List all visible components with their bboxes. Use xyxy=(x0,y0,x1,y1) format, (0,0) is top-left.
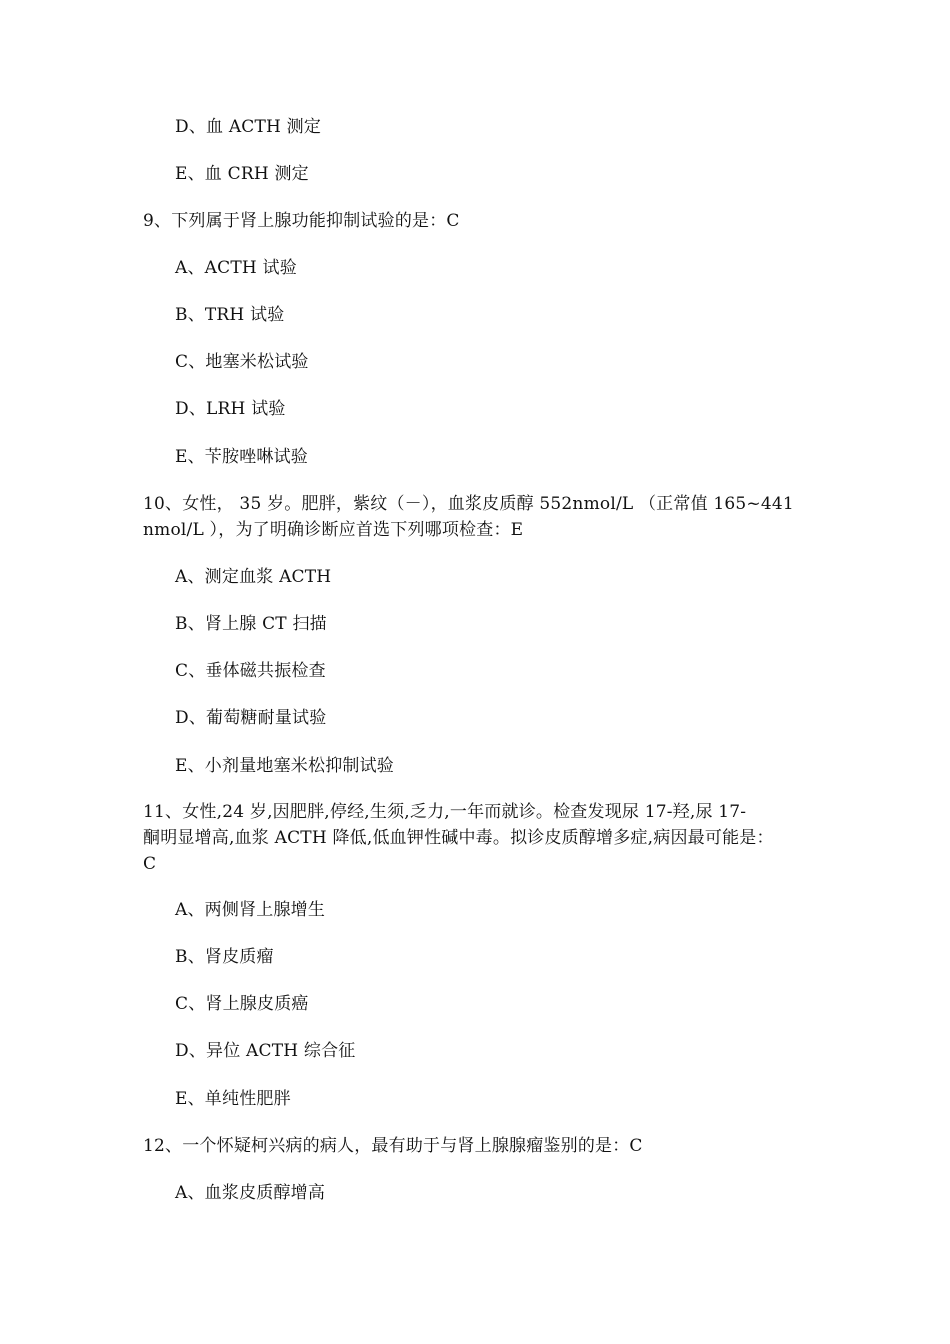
option-d-top: D、血 ACTH 测定 xyxy=(175,117,322,137)
question-11-stem-line3: C xyxy=(143,854,157,874)
question-10-stem-line2: nmol/L ），为了明确诊断应首选下列哪项检查：E xyxy=(143,520,524,540)
question-10-option-d: D、葡萄糖耐量试验 xyxy=(175,708,327,728)
question-10-option-e: E、小剂量地塞米松抑制试验 xyxy=(175,756,395,776)
question-10-option-c: C、垂体磁共振检查 xyxy=(175,661,326,681)
question-11-option-e: E、单纯性肥胖 xyxy=(175,1089,291,1109)
question-12-stem: 12、一个怀疑柯兴病的病人，最有助于与肾上腺腺瘤鉴别的是：C xyxy=(143,1136,643,1156)
question-10-stem-line1: 10、女性， 35 岁。肥胖，紫纹（－），血浆皮质醇 552nmol/L （正常值 165~441 xyxy=(143,494,794,514)
question-9-option-c: C、地塞米松试验 xyxy=(175,352,309,372)
question-11-option-b: B、肾皮质瘤 xyxy=(175,947,274,967)
question-10-option-b: B、肾上腺 CT 扫描 xyxy=(175,614,327,634)
question-9-option-e: E、苄胺唑啉试验 xyxy=(175,447,309,467)
question-9-option-d: D、LRH 试验 xyxy=(175,399,286,419)
option-e-top: E、血 CRH 测定 xyxy=(175,164,309,184)
question-9-option-a: A、ACTH 试验 xyxy=(175,258,297,278)
question-11-option-a: A、两侧肾上腺增生 xyxy=(175,900,326,920)
question-11-option-c: C、肾上腺皮质癌 xyxy=(175,994,309,1014)
question-11-option-d: D、异位 ACTH 综合征 xyxy=(175,1041,356,1061)
question-9-option-b: B、TRH 试验 xyxy=(175,305,285,325)
question-11-stem-line2: 酮明显增高,血浆 ACTH 降低,低血钾性碱中毒。拟诊皮质醇增多症,病因最可能是： xyxy=(143,828,774,848)
question-12-option-a: A、血浆皮质醇增高 xyxy=(175,1183,326,1203)
question-10-option-a: A、测定血浆 ACTH xyxy=(175,567,332,587)
question-9-stem: 9、下列属于肾上腺功能抑制试验的是：C xyxy=(143,211,460,231)
question-11-stem-line1: 11、女性,24 岁,因肥胖,停经,生须,乏力,一年而就诊。检查发现尿 17-羟,尿 17- xyxy=(143,802,747,822)
